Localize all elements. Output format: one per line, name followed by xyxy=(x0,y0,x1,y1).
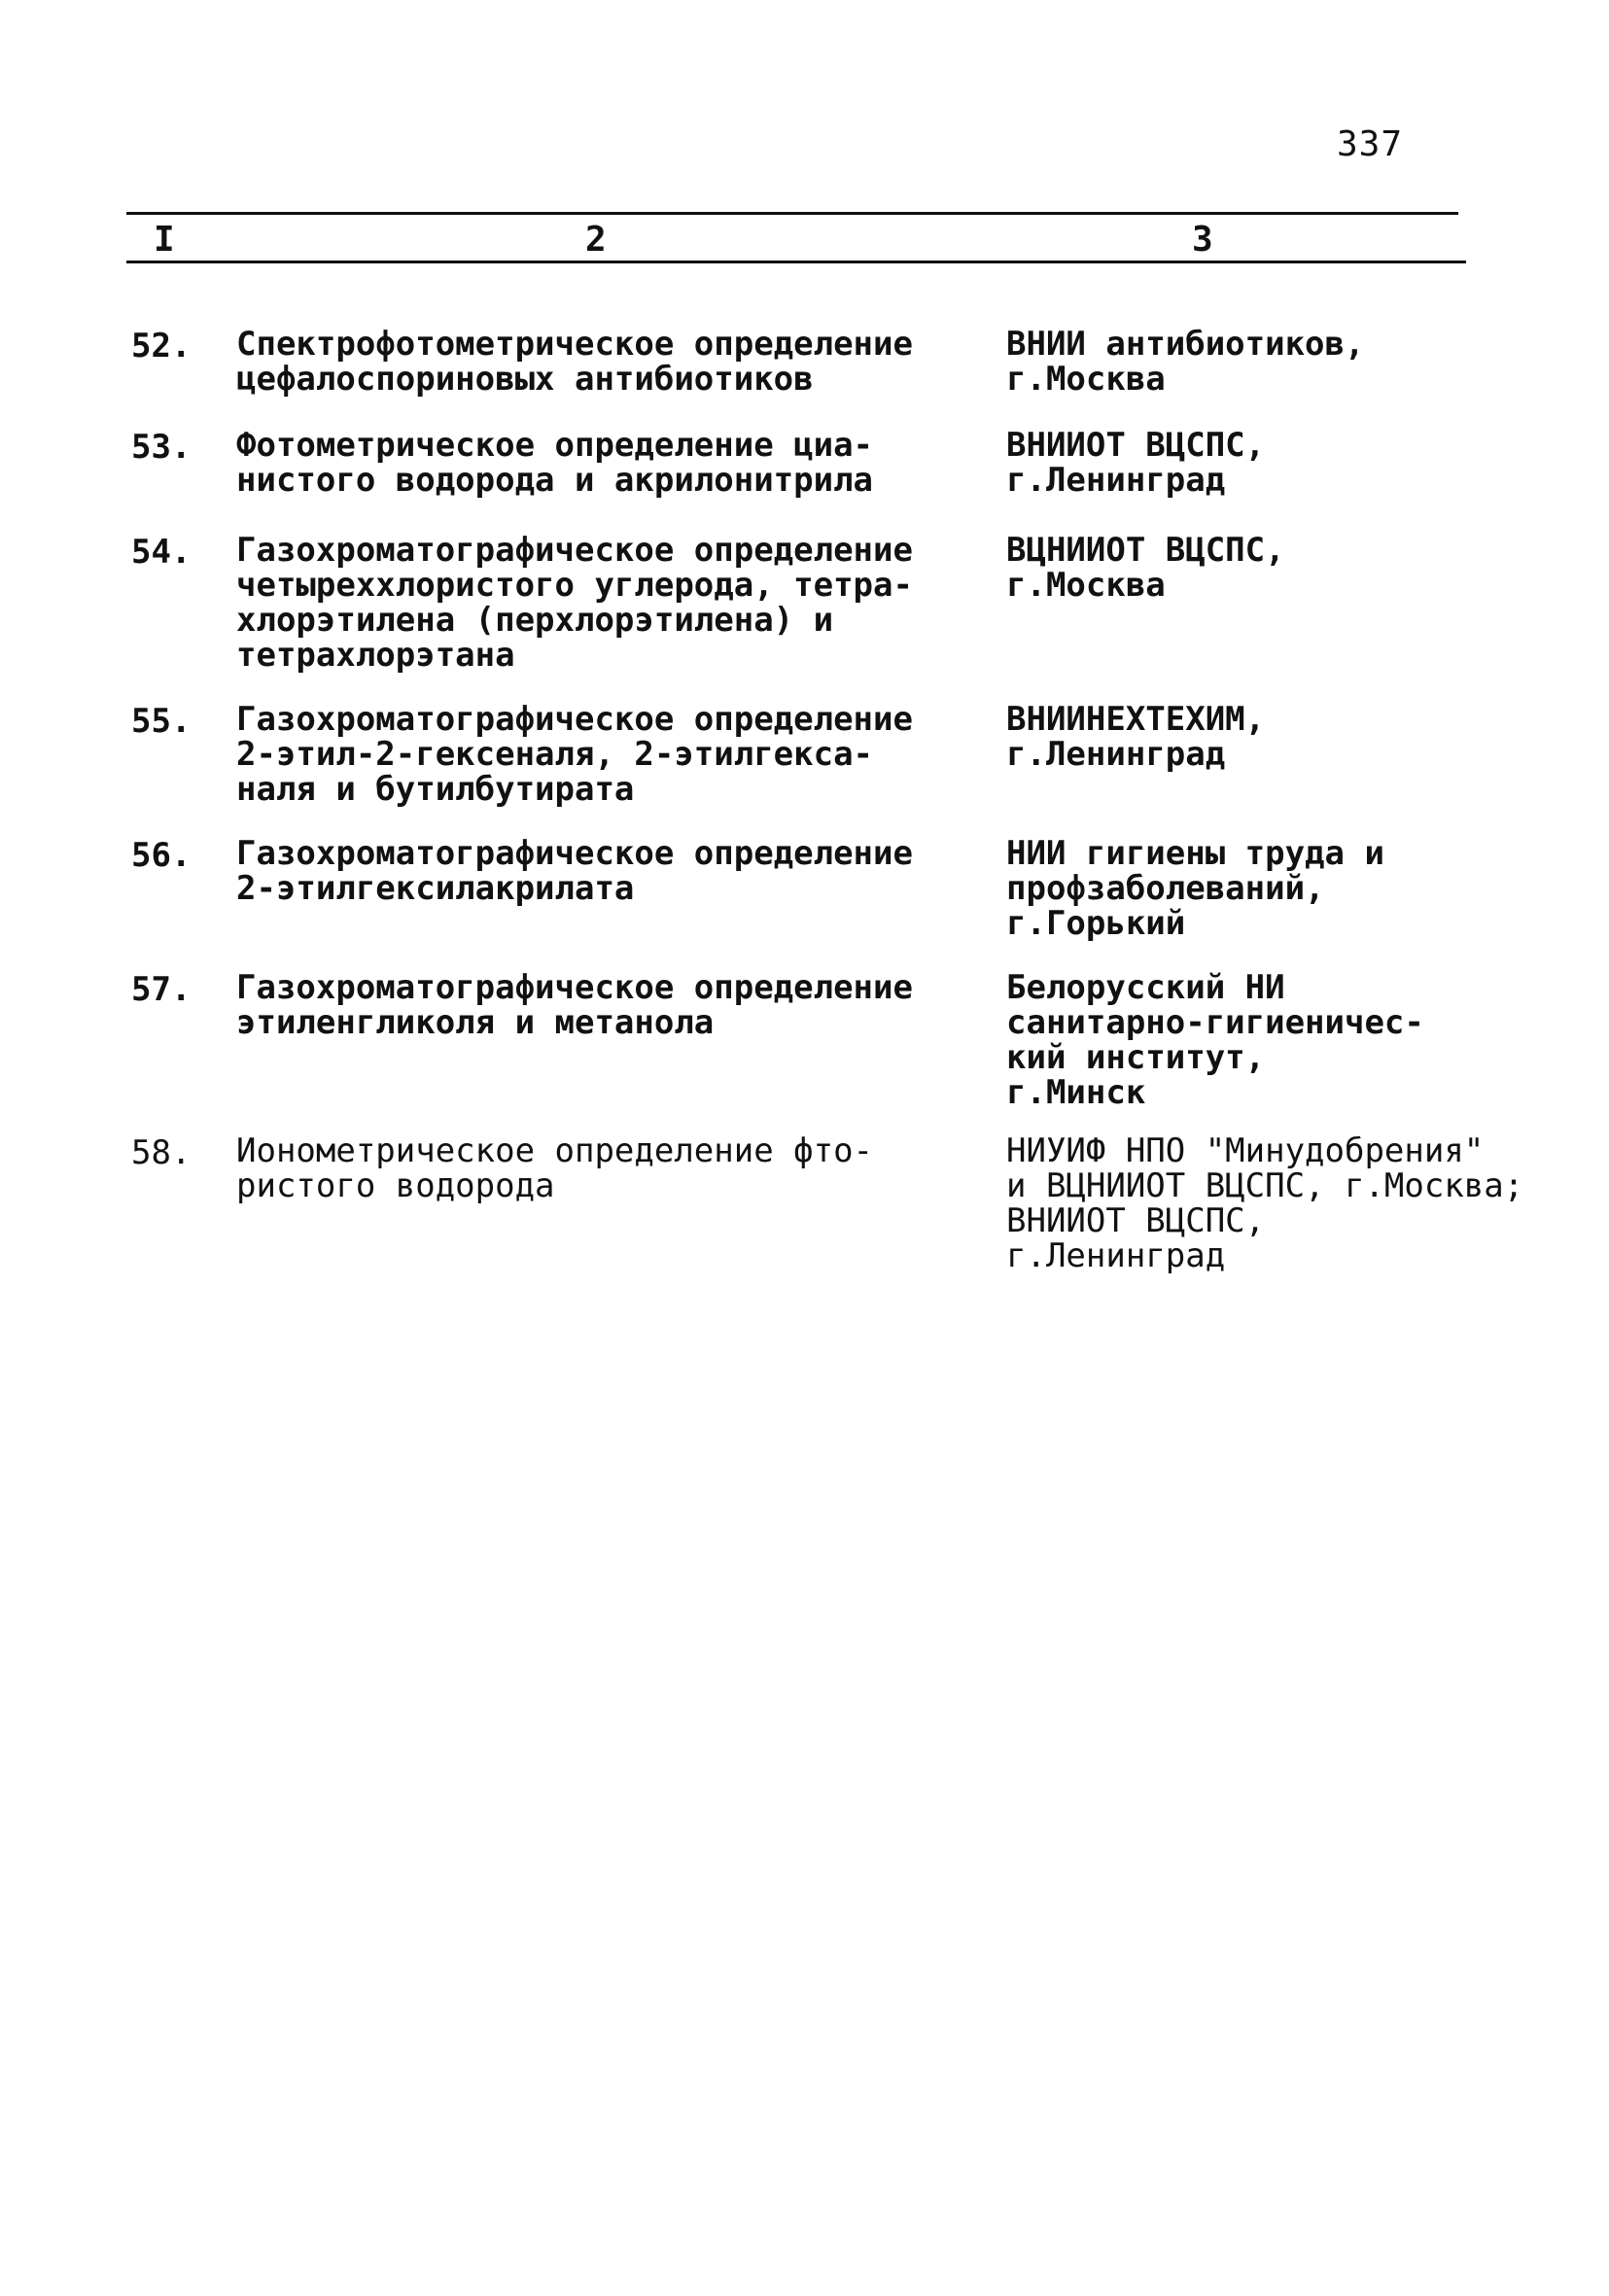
organization: ВНИИ антибиотиков, г.Москва xyxy=(1006,325,1365,399)
row-number: 54. xyxy=(131,533,192,572)
organization: ВЦНИИОТ ВЦСПС, г.Москва xyxy=(1006,531,1285,605)
page-number: 337 xyxy=(1337,124,1404,164)
table-header-rule xyxy=(126,261,1466,263)
method-title: Газохроматографическое определение этиленгликоля и метанола xyxy=(236,968,913,1042)
column-header-1: I xyxy=(154,220,175,260)
organization: ВНИИОТ ВЦСПС, г.Ленинград xyxy=(1006,426,1266,500)
row-number: 57. xyxy=(131,970,192,1009)
method-title: Ионометрическое определение фто- ристого водорода xyxy=(236,1131,874,1205)
organization: ВНИИНЕХТЕХИМ, г.Ленинград xyxy=(1006,700,1266,774)
row-number: 55. xyxy=(131,702,192,741)
row-number: 52. xyxy=(131,327,192,365)
method-title: Газохроматографическое определение 2-этил-2-гексеналя, 2-этилгекса- наля и бутилбутирата xyxy=(236,700,913,809)
method-title: Газохроматографическое определение 2-этилгексилакрилата xyxy=(236,834,913,908)
organization: НИУИФ НПО "Минудобрения" и ВЦНИИОТ ВЦСПС, г.Москва; ВНИИОТ ВЦСПС, г.Ленинград xyxy=(1006,1131,1524,1275)
column-header-3: 3 xyxy=(1192,220,1213,260)
organization: Белорусский НИ санитарно-гигиеничес- кий институт, г.Минск xyxy=(1006,968,1424,1112)
column-header-2: 2 xyxy=(585,220,607,260)
method-title: Фотометрическое определение циа- нистого водорода и акрилонитрила xyxy=(236,426,874,500)
organization: НИИ гигиены труда и профзаболеваний, г.Горький xyxy=(1006,834,1384,943)
table-top-rule xyxy=(126,212,1458,215)
row-number: 58. xyxy=(131,1133,192,1172)
row-number: 56. xyxy=(131,836,192,875)
row-number: 53. xyxy=(131,428,192,467)
method-title: Спектрофотометрическое определение цефалоспориновых антибиотиков xyxy=(236,325,913,399)
method-title: Газохроматографическое определение четыреххлористого углерода, тетра- хлорэтилена (перхлорэтилена) и тетрахлорэтана xyxy=(236,531,913,675)
